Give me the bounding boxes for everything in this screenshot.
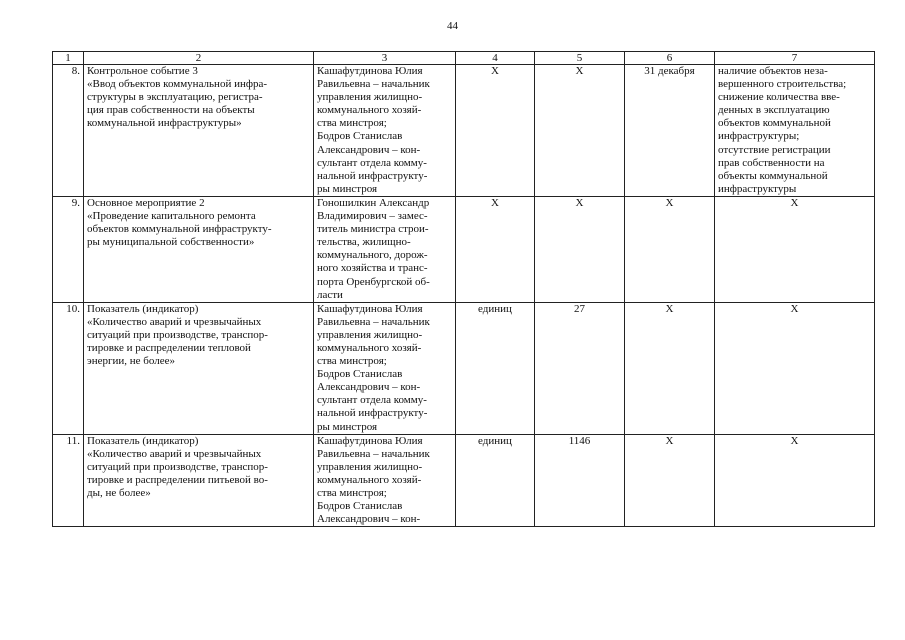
- event-name-line: Основное мероприятие 2: [87, 196, 205, 209]
- responsible-person-line: Бодров Станислав: [317, 130, 403, 143]
- responsible-person-line: Бодров Станислав: [317, 500, 403, 513]
- event-name: [84, 196, 314, 302]
- unit-cell: Х: [456, 196, 535, 302]
- responsible-person-line: ства минстроя;: [317, 117, 387, 130]
- event-name-line: тировке и распределении питьевой во-: [87, 473, 268, 486]
- table-row: [53, 65, 875, 197]
- responsible-person-line: коммунального хозяй-: [317, 104, 422, 117]
- responsible-person-line: Гоношилкин Александр: [317, 196, 430, 209]
- risk-cell-line: наличие объектов неза-: [718, 65, 828, 77]
- responsible-person-line: Кашафутдинова Юлия: [317, 434, 423, 447]
- event-name-line: «Проведение капитального ремонта: [87, 210, 256, 223]
- deadline-cell: Х: [625, 196, 715, 302]
- event-name-line: объектов коммунальной инфраструкту-: [87, 223, 272, 236]
- responsible-person-line: управления жилищно-: [317, 328, 423, 341]
- responsible-person-line: Равильевна – начальник: [317, 447, 430, 460]
- risk-cell-line: объекты коммунальной: [718, 169, 828, 182]
- event-name-line: ры муниципальной собственности»: [87, 236, 255, 249]
- responsible-person-line: ного хозяйства и транс-: [317, 262, 428, 275]
- risk-cell-line: Х: [790, 196, 799, 209]
- row-number: 9.: [53, 196, 84, 302]
- event-name-line: Показатель (индикатор): [87, 434, 199, 447]
- risk-cell-line: вершенного строительства;: [718, 78, 847, 91]
- responsible-person-line: ласти: [317, 288, 343, 301]
- event-name: [84, 65, 314, 197]
- event-name-line: коммунальной инфраструктуры»: [87, 117, 242, 130]
- deadline-cell: Х: [625, 434, 715, 527]
- responsible-person-line: Равильевна – начальник: [317, 315, 430, 328]
- risk-cell: [715, 302, 875, 434]
- responsible-person: [314, 434, 456, 527]
- page-number: 44: [447, 20, 458, 32]
- risk-cell-line: денных в эксплуатацию: [718, 104, 830, 117]
- row-number: 11.: [53, 434, 84, 527]
- table-row: [53, 434, 875, 527]
- responsible-person-line: Александрович – кон-: [317, 513, 421, 526]
- responsible-person-line: управления жилищно-: [317, 460, 423, 473]
- risk-cell-line: объектов коммунальной: [718, 117, 831, 130]
- responsible-person-line: нальной инфраструкту-: [317, 169, 428, 182]
- responsible-person: [314, 65, 456, 197]
- event-name-line: «Ввод объектов коммунальной инфра-: [87, 78, 268, 91]
- responsible-person-line: управления жилищно-: [317, 91, 423, 104]
- event-name-line: «Количество аварий и чрезвычайных: [87, 315, 262, 328]
- table-row: [53, 302, 875, 434]
- row-number: 8.: [53, 65, 84, 197]
- responsible-person-line: тельства, жилищно-: [317, 236, 411, 249]
- deadline-cell: 31 декабря: [625, 65, 715, 197]
- event-name-line: ситуаций при производстве, транспор-: [87, 328, 268, 341]
- risk-cell-line: Х: [790, 434, 799, 447]
- event-name-line: ды, не более»: [87, 487, 151, 499]
- value-cell: 1146: [535, 434, 625, 527]
- responsible-person-line: сультант отдела комму-: [317, 394, 427, 407]
- event-name-line: ситуаций при производстве, транспор-: [87, 460, 268, 473]
- deadline-cell: Х: [625, 302, 715, 434]
- risk-cell-line: инфраструктуры: [718, 182, 797, 195]
- responsible-person-line: ры минстроя: [317, 182, 378, 195]
- responsible-person-line: титель министра строи-: [317, 223, 429, 236]
- event-name-line: Показатель (индикатор): [87, 302, 199, 315]
- header-cell: 2: [84, 52, 314, 65]
- responsible-person-line: коммунального хозяй-: [317, 341, 422, 354]
- risk-cell-line: отсутствие регистрации: [718, 143, 831, 156]
- header-row: [53, 52, 875, 65]
- responsible-person-line: ры минстроя: [317, 420, 378, 433]
- responsible-person-line: порта Оренбургской об-: [317, 275, 430, 288]
- header-cell: 5: [535, 52, 625, 65]
- event-name-line: энергии, не более»: [87, 355, 175, 368]
- responsible-person-line: нальной инфраструкту-: [317, 407, 428, 420]
- responsible-person-line: Владимирович – замес-: [317, 210, 428, 223]
- risk-cell: [715, 65, 875, 197]
- unit-cell: единиц: [456, 302, 535, 434]
- header-cell: 4: [456, 52, 535, 65]
- responsible-person-line: Равильевна – начальник: [317, 78, 430, 91]
- event-name-line: тировке и распределении тепловой: [87, 341, 251, 354]
- event-name-line: «Количество аварий и чрезвычайных: [87, 447, 262, 460]
- event-name-line: ция прав собственности на объекты: [87, 104, 255, 117]
- responsible-person: [314, 196, 456, 302]
- table-row: [53, 196, 875, 302]
- responsible-person: [314, 302, 456, 434]
- event-name: [84, 434, 314, 527]
- unit-cell: Х: [456, 65, 535, 197]
- header-cell: 7: [715, 52, 875, 65]
- responsible-person-line: коммунального хозяй-: [317, 473, 422, 486]
- event-name-line: структуры в эксплуатацию, регистра-: [87, 91, 263, 104]
- value-cell: Х: [535, 65, 625, 197]
- risk-cell-line: инфраструктуры;: [718, 130, 800, 143]
- plan-table: [52, 51, 875, 527]
- responsible-person-line: коммунального, дорож-: [317, 249, 428, 262]
- value-cell: 27: [535, 302, 625, 434]
- risk-cell-line: Х: [790, 302, 799, 315]
- responsible-person-line: ства минстроя;: [317, 355, 387, 368]
- risk-cell-line: снижение количества вве-: [718, 91, 840, 104]
- unit-cell: единиц: [456, 434, 535, 527]
- event-name: [84, 302, 314, 434]
- risk-cell: [715, 196, 875, 302]
- responsible-person-line: Александрович – кон-: [317, 381, 421, 394]
- value-cell: Х: [535, 196, 625, 302]
- header-cell: 1: [53, 52, 84, 65]
- event-name-line: Контрольное событие 3: [87, 65, 198, 77]
- responsible-person-line: сультант отдела комму-: [317, 156, 427, 169]
- risk-cell: [715, 434, 875, 527]
- responsible-person-line: Бодров Станислав: [317, 368, 403, 381]
- responsible-person-line: Кашафутдинова Юлия: [317, 302, 423, 315]
- row-number: 10.: [53, 302, 84, 434]
- header-cell: 3: [314, 52, 456, 65]
- header-cell: 6: [625, 52, 715, 65]
- responsible-person-line: Александрович – кон-: [317, 143, 421, 156]
- responsible-person-line: Кашафутдинова Юлия: [317, 65, 423, 77]
- responsible-person-line: ства минстроя;: [317, 487, 387, 499]
- risk-cell-line: прав собственности на: [718, 156, 825, 169]
